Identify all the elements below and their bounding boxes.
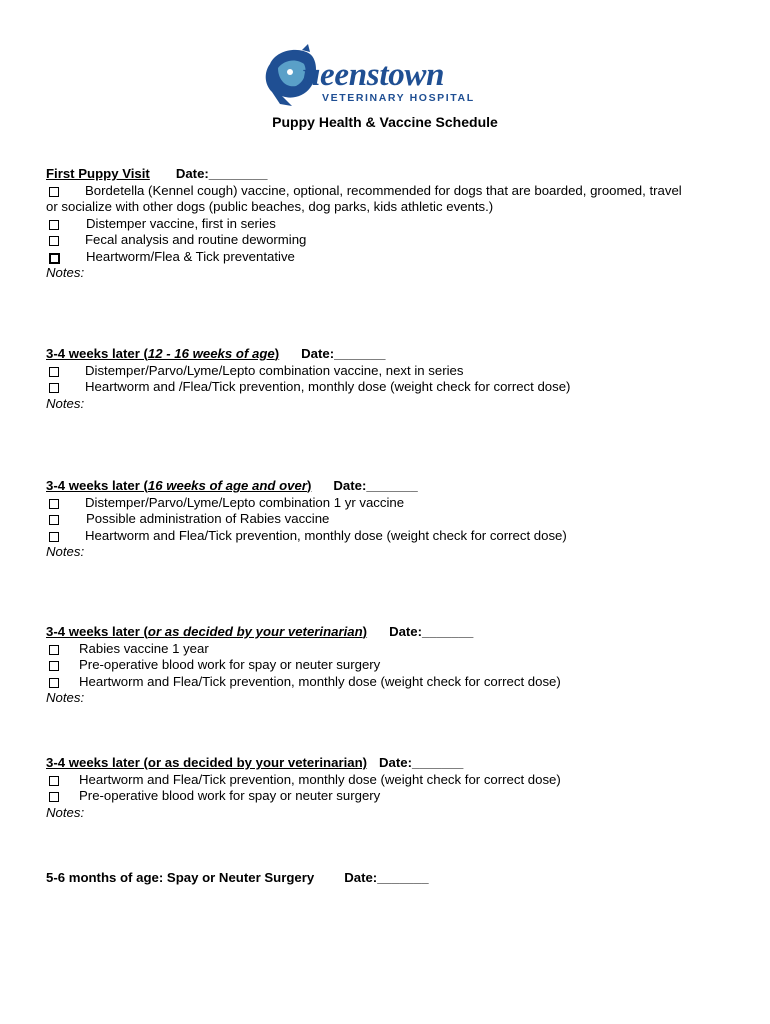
heading-emphasis: or as decided by your veterinarian xyxy=(147,624,363,639)
item-text: Possible administration of Rabies vaccine xyxy=(86,511,330,526)
notes-label: Notes: xyxy=(46,395,85,411)
list-item xyxy=(46,363,726,380)
checkbox[interactable] xyxy=(49,532,59,542)
checkbox[interactable] xyxy=(49,645,59,655)
heading-close: ) xyxy=(274,346,280,361)
section-vet-decided-1 xyxy=(46,624,726,707)
item-text: Fecal analysis and routine deworming xyxy=(85,232,307,247)
checkbox[interactable] xyxy=(49,220,59,230)
notes-label: Notes: xyxy=(46,265,85,280)
date-field[interactable]: Date:_______ xyxy=(379,755,464,770)
checkbox[interactable] xyxy=(49,792,59,802)
section-12-16-weeks xyxy=(46,346,726,412)
date-field[interactable]: Date:_______ xyxy=(301,346,386,361)
date-field[interactable]: Date:_______ xyxy=(389,624,474,639)
section-heading xyxy=(46,346,279,361)
section-heading xyxy=(46,624,367,639)
heading-close: ) xyxy=(362,624,368,639)
date-field[interactable]: Date:_______ xyxy=(344,870,429,885)
item-text: Rabies vaccine 1 year xyxy=(79,640,209,656)
section-heading: First Puppy Visit xyxy=(46,166,150,181)
list-item xyxy=(46,232,726,249)
item-text: Bordetella (Kennel cough) vaccine, optional, recommended for dogs that are boarded, groomed, travel xyxy=(85,182,682,198)
list-item xyxy=(46,772,726,789)
list-item xyxy=(46,216,726,233)
section-vet-decided-2 xyxy=(46,755,726,821)
item-text: Distemper/Parvo/Lyme/Lepto combination vaccine, next in series xyxy=(85,362,464,378)
heading-text: 3-4 weeks later ( xyxy=(46,478,148,493)
list-item xyxy=(46,788,726,805)
checkbox[interactable] xyxy=(49,383,59,393)
item-text: Heartworm/Flea & Tick preventative xyxy=(86,248,295,264)
item-text: Heartworm and Flea/Tick prevention, monthly dose (weight check for correct dose) xyxy=(79,771,561,787)
checkbox[interactable] xyxy=(49,367,59,377)
item-text: Pre-operative blood work for spay or neuter surgery xyxy=(79,788,381,803)
list-item xyxy=(46,641,726,658)
list-item xyxy=(46,379,726,396)
item-text: Heartworm and Flea/Tick prevention, monthly dose (weight check for correct dose) xyxy=(79,673,561,689)
list-item xyxy=(46,674,726,691)
item-text: Pre-operative blood work for spay or neuter surgery xyxy=(79,657,381,672)
date-field[interactable]: Date:_______ xyxy=(333,478,418,493)
checkbox[interactable] xyxy=(49,499,59,509)
item-text: Distemper vaccine, first in series xyxy=(86,215,276,231)
heading-emphasis: 16 weeks of age and over xyxy=(147,478,307,493)
list-item xyxy=(46,528,726,545)
checkbox[interactable] xyxy=(49,236,59,246)
item-text: Distemper/Parvo/Lyme/Lepto combination 1 yr vaccine xyxy=(85,494,405,510)
checkbox[interactable] xyxy=(49,661,59,671)
section-heading xyxy=(46,478,311,493)
heading-text: 3-4 weeks later ( xyxy=(46,624,148,639)
section-first-visit xyxy=(46,166,726,282)
list-item xyxy=(46,511,726,528)
checkbox[interactable] xyxy=(49,776,59,786)
checkbox[interactable] xyxy=(49,678,59,688)
heading-text: 3-4 weeks later ( xyxy=(46,346,148,361)
list-item xyxy=(46,183,726,200)
notes-label: Notes: xyxy=(46,690,85,705)
item-text: Heartworm and Flea/Tick prevention, monthly dose (weight check for correct dose) xyxy=(85,527,567,543)
date-field[interactable]: Date:________ xyxy=(175,166,268,181)
hospital-logo xyxy=(262,44,512,108)
heading-emphasis: 12 - 16 weeks of age xyxy=(147,346,275,361)
notes-label: Notes: xyxy=(46,804,85,820)
list-item xyxy=(46,249,726,266)
item-text: Heartworm and /Flea/Tick prevention, monthly dose (weight check for correct dose) xyxy=(85,379,571,394)
logo-wordmark: ueenstown xyxy=(302,57,445,93)
heading-close: ) xyxy=(306,478,312,493)
checkbox[interactable] xyxy=(49,515,59,525)
notes-label: Notes: xyxy=(46,544,85,559)
list-item xyxy=(46,495,726,512)
logo-subtitle: VETERINARY HOSPITAL xyxy=(322,92,475,104)
section-spay-neuter xyxy=(46,870,726,887)
checkbox[interactable] xyxy=(49,253,60,264)
section-16-weeks-over xyxy=(46,478,726,561)
section-heading: 5-6 months of age: Spay or Neuter Surgery xyxy=(46,870,315,885)
section-heading: 3-4 weeks later (or as decided by your veterinarian) xyxy=(46,755,368,770)
list-item xyxy=(46,657,726,674)
checkbox[interactable] xyxy=(49,187,59,197)
item-text-continued: or socialize with other dogs (public beaches, dog parks, kids athletic events.) xyxy=(46,199,494,214)
page-title: Puppy Health & Vaccine Schedule xyxy=(272,114,498,130)
